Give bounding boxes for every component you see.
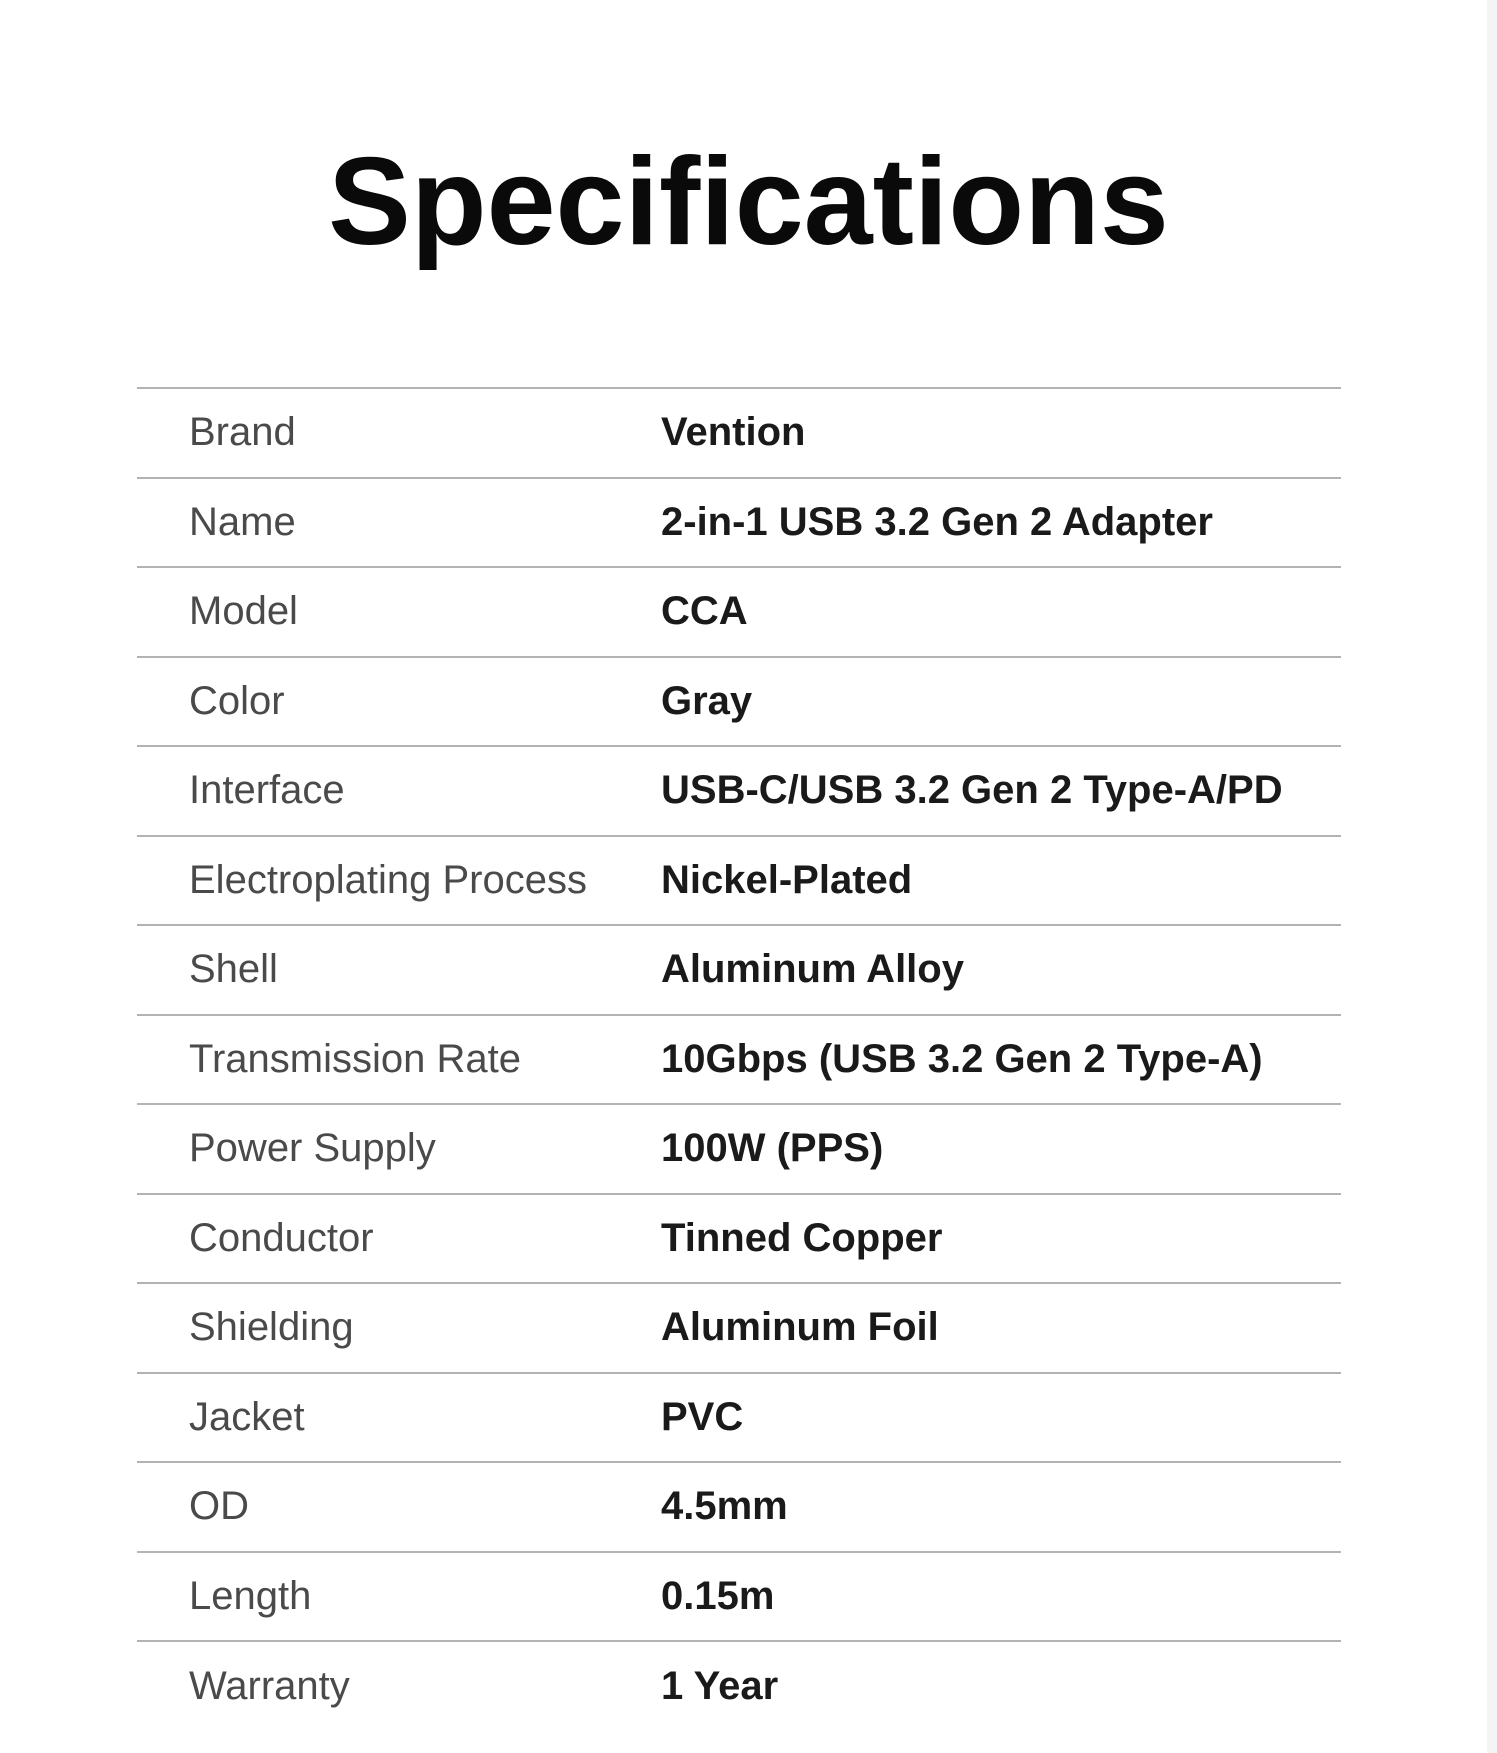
- spec-row-model: [137, 568, 1341, 658]
- page-title: Specifications: [328, 133, 1169, 271]
- spec-label: Brand: [189, 410, 296, 455]
- spec-row-jacket: [137, 1374, 1341, 1464]
- spec-row-shielding: [137, 1284, 1341, 1374]
- spec-row-electroplating-process: [137, 837, 1341, 927]
- spec-value: PVC: [661, 1394, 744, 1439]
- spec-value: Tinned Copper: [661, 1215, 943, 1260]
- spec-label: Interface: [189, 768, 345, 813]
- spec-row-power-supply: [137, 1105, 1341, 1195]
- spec-label: Length: [189, 1573, 312, 1618]
- spec-value: Gray: [661, 678, 753, 723]
- spec-value: 2-in-1 USB 3.2 Gen 2 Adapter: [661, 499, 1213, 544]
- spec-label: Jacket: [189, 1394, 305, 1439]
- spec-label: Color: [189, 678, 285, 723]
- spec-label: Shielding: [189, 1305, 354, 1350]
- spec-value: 1 Year: [661, 1664, 779, 1709]
- spec-row-length: [137, 1553, 1341, 1643]
- spec-label: Model: [189, 589, 298, 634]
- spec-value: CCA: [661, 589, 748, 634]
- spec-value: 10Gbps (USB 3.2 Gen 2 Type-A): [661, 1036, 1263, 1081]
- spec-value: 4.5mm: [661, 1484, 788, 1529]
- spec-row-warranty: [137, 1642, 1341, 1732]
- spec-label: Name: [189, 499, 296, 544]
- spec-table: [137, 387, 1341, 1732]
- spec-label: Shell: [189, 947, 278, 992]
- spec-label: Warranty: [189, 1664, 350, 1709]
- spec-row-shell: [137, 926, 1341, 1016]
- spec-row-transmission-rate: [137, 1016, 1341, 1106]
- spec-value: Nickel-Plated: [661, 857, 913, 902]
- spec-row-name: [137, 479, 1341, 569]
- spec-label: Electroplating Process: [189, 857, 587, 902]
- spec-label: Conductor: [189, 1215, 374, 1260]
- spec-label: Transmission Rate: [189, 1036, 521, 1081]
- spec-row-od: [137, 1463, 1341, 1553]
- spec-value: Aluminum Foil: [661, 1305, 939, 1350]
- spec-row-conductor: [137, 1195, 1341, 1285]
- spec-row-brand: [137, 389, 1341, 479]
- spec-value: Vention: [661, 410, 806, 455]
- spec-value: Aluminum Alloy: [661, 947, 964, 992]
- spec-row-interface: [137, 747, 1341, 837]
- spec-value: 0.15m: [661, 1573, 775, 1618]
- spec-label: Power Supply: [189, 1126, 436, 1171]
- spec-value: 100W (PPS): [661, 1126, 884, 1171]
- spec-row-color: [137, 658, 1341, 748]
- spec-label: OD: [189, 1484, 249, 1529]
- spec-value: USB-C/USB 3.2 Gen 2 Type-A/PD: [661, 768, 1283, 813]
